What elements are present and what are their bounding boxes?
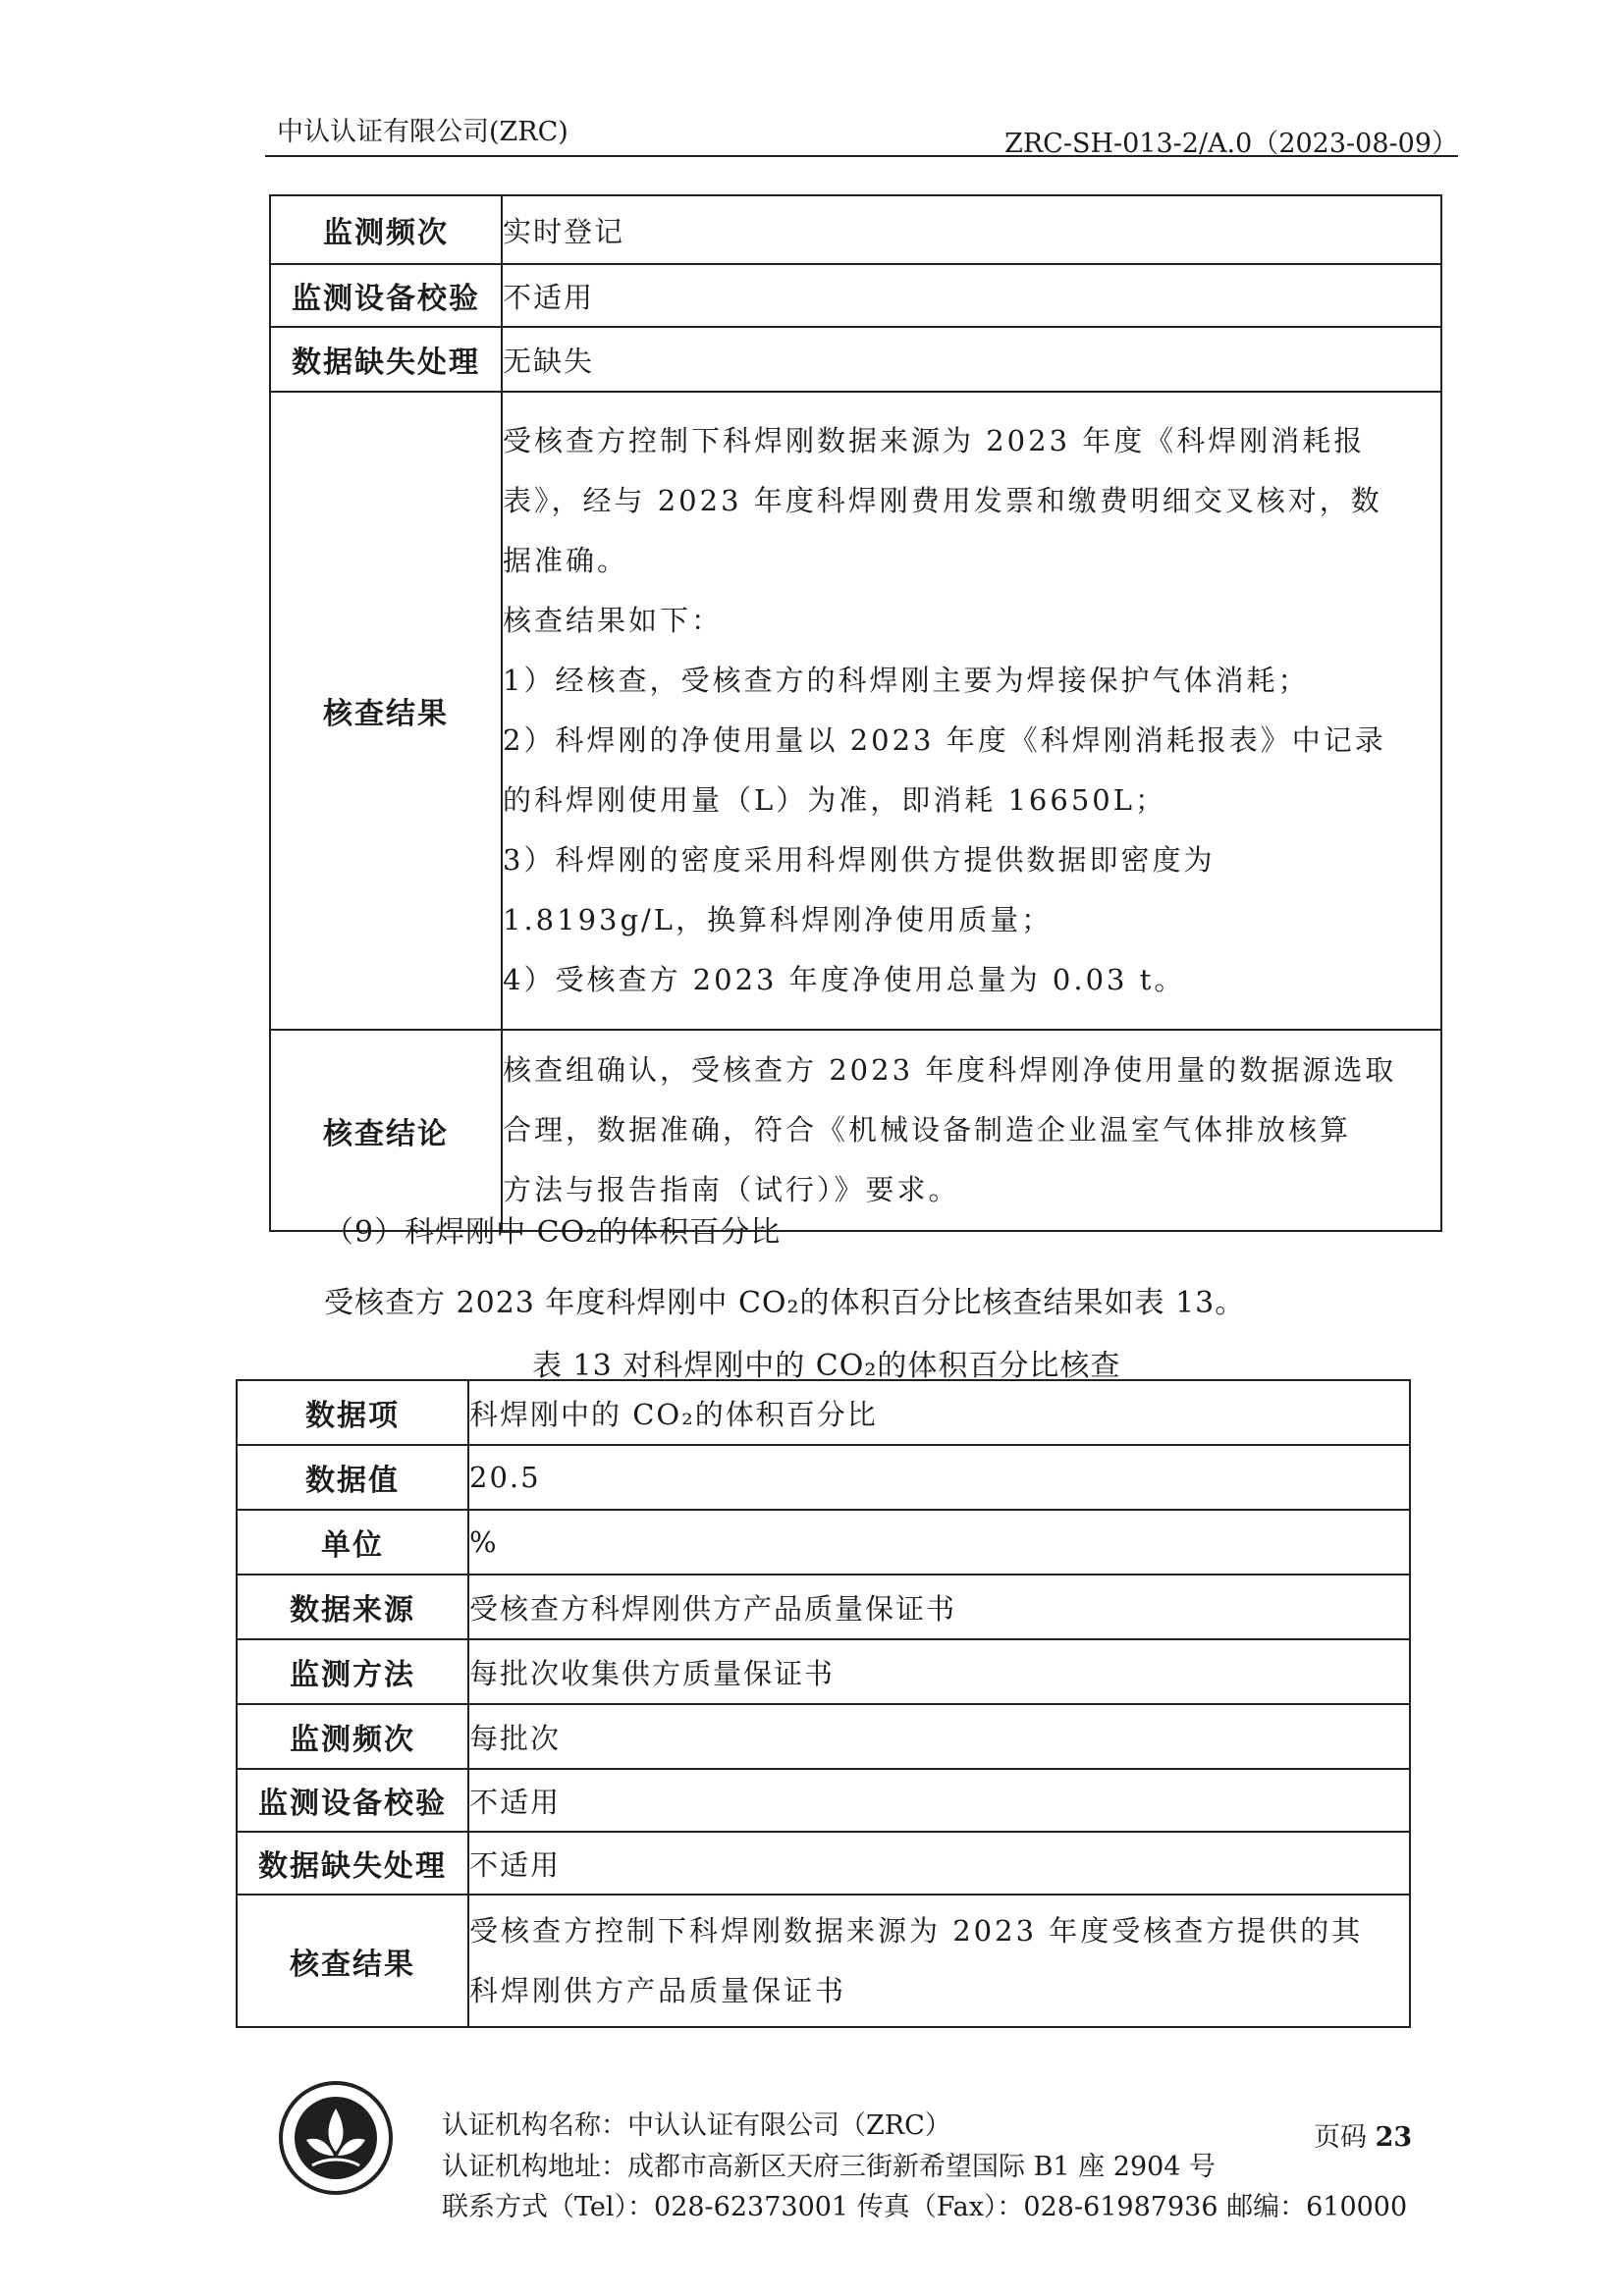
table-row <box>237 1510 1410 1575</box>
conclusion-line: 方法与报告指南（试行）》要求。 <box>503 1173 960 1206</box>
verification-table-cont <box>269 194 1442 1232</box>
conclusion-text <box>502 1030 1441 1231</box>
table-row <box>270 195 1441 264</box>
table-row <box>237 1575 1410 1639</box>
result-line: 核查结果如下： <box>503 604 724 637</box>
footer-cert-body-address: 认证机构地址：成都市高新区天府三街新希望国际 B1 座 2904 号 <box>442 2152 1217 2182</box>
result-line: 2）科焊刚的净使用量以 2023 年度《科焊刚消耗报表》中记录 <box>503 723 1386 757</box>
result-text <box>502 392 1441 1030</box>
result-line: 受核查方控制下科焊刚数据来源为 2023 年度《科焊刚消耗报 <box>503 424 1366 457</box>
result-line: 表》，经与 2023 年度科焊刚费用发票和缴费明细交叉核对，数 <box>503 484 1382 517</box>
row-label: 数据缺失处理 <box>237 1832 468 1895</box>
table-row <box>237 1380 1410 1445</box>
row-value: 每批次 <box>468 1704 1410 1769</box>
row-label: 数据项 <box>237 1380 468 1445</box>
row-label: 数据缺失处理 <box>270 327 502 392</box>
page-number-value: 23 <box>1375 2122 1413 2153</box>
table-row <box>270 327 1441 392</box>
table-row <box>237 1769 1410 1832</box>
footer-cert-body-name: 认证机构名称：中认认证有限公司（ZRC） <box>442 2110 951 2141</box>
table-row <box>237 1445 1410 1510</box>
row-label: 监测设备校验 <box>237 1769 468 1832</box>
row-label: 单位 <box>237 1510 468 1575</box>
row-label: 数据值 <box>237 1445 468 1510</box>
table-row <box>237 1832 1410 1895</box>
result-text <box>468 1895 1410 2027</box>
conclusion-line: 合理，数据准确，符合《机械设备制造企业温室气体排放核算 <box>503 1113 1352 1147</box>
result-label: 核查结果 <box>237 1895 468 2027</box>
row-value: 不适用 <box>502 264 1441 327</box>
row-value: 实时登记 <box>502 195 1441 264</box>
header-rule <box>265 155 1458 157</box>
table-row-result <box>270 392 1441 1030</box>
page-number-label: 页码 <box>1314 2122 1367 2153</box>
result-line: 4）受核查方 2023 年度净使用总量为 0.03 t。 <box>503 963 1186 996</box>
row-label: 监测设备校验 <box>270 264 502 327</box>
certification-seal-logo <box>277 2079 395 2197</box>
section-intro: 受核查方 2023 年度科焊刚中 CO₂的体积百分比核查结果如表 13。 <box>324 1286 1246 1320</box>
conclusion-label: 核查结论 <box>270 1030 502 1231</box>
table-row <box>237 1704 1410 1769</box>
page-number <box>1314 2115 1412 2154</box>
row-label: 监测频次 <box>237 1704 468 1769</box>
row-value: 科焊刚中的 CO₂的体积百分比 <box>468 1380 1410 1445</box>
result-line: 1.8193g/L，换算科焊刚净使用质量； <box>503 903 1054 936</box>
row-value: 不适用 <box>468 1832 1410 1895</box>
header-doc-code: ZRC-SH-013-2/A.0（2023-08-09） <box>1004 129 1458 159</box>
verification-table-13 <box>236 1379 1411 2028</box>
result-line: 的科焊刚使用量（L）为准，即消耗 16650L； <box>503 783 1166 817</box>
row-value: 受核查方科焊刚供方产品质量保证书 <box>468 1575 1410 1639</box>
table-row <box>237 1639 1410 1704</box>
section-item-heading: （9）科焊刚中 CO₂的体积百分比 <box>324 1215 782 1250</box>
result-line: 受核查方控制下科焊刚数据来源为 2023 年度受核查方提供的其 <box>469 1913 1364 1948</box>
table-row-result <box>237 1895 1410 2027</box>
result-line: 3）科焊刚的密度采用科焊刚供方提供数据即密度为 <box>503 843 1216 877</box>
row-value: 20.5 <box>468 1445 1410 1510</box>
row-value: 每批次收集供方质量保证书 <box>468 1639 1410 1704</box>
result-line: 1）经核查，受核查方的科焊刚主要为焊接保护气体消耗； <box>503 664 1310 697</box>
table-caption: 表 13 对科焊刚中的 CO₂的体积百分比核查 <box>532 1349 1121 1383</box>
row-label: 数据来源 <box>237 1575 468 1639</box>
table-row-conclusion <box>270 1030 1441 1231</box>
conclusion-line: 核查组确认，受核查方 2023 年度科焊刚净使用量的数据源选取 <box>503 1053 1397 1087</box>
row-value: % <box>468 1510 1410 1575</box>
result-label: 核查结果 <box>270 392 502 1030</box>
row-value: 无缺失 <box>502 327 1441 392</box>
footer-contact: 联系方式（Tel）：028-62373001 传真（Fax）：028-61987936 邮编：610000 <box>442 2192 1408 2222</box>
result-line: 科焊刚供方产品质量保证书 <box>469 1973 847 2007</box>
header-company: 中认认证有限公司(ZRC) <box>277 117 568 147</box>
result-line: 据准确。 <box>503 544 629 577</box>
row-label: 监测方法 <box>237 1639 468 1704</box>
table-row <box>270 264 1441 327</box>
row-value: 不适用 <box>468 1769 1410 1832</box>
row-label: 监测频次 <box>270 195 502 264</box>
